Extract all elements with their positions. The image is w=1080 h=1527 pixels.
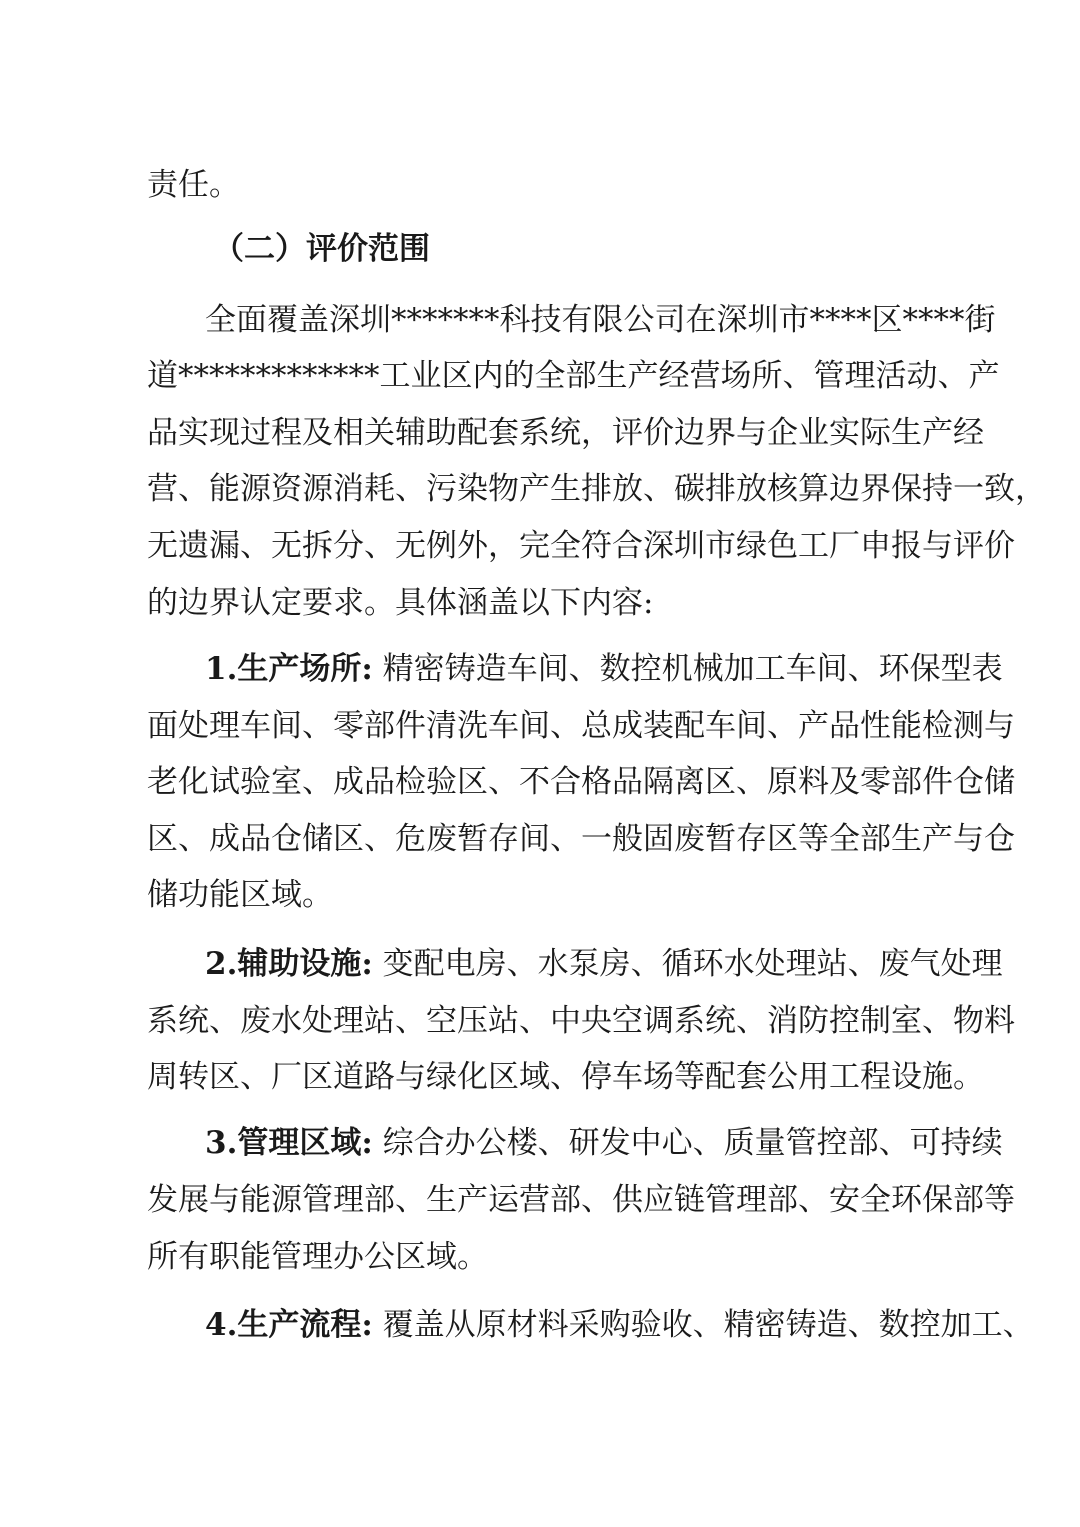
paragraph-line: 全面覆盖深圳*******科技有限公司在深圳市****区****街 [205,302,996,338]
paragraph-line: 区、成品仓储区、危废暂存间、一般固废暂存区等全部生产与仓 [147,821,1015,857]
paragraph-line: 面处理车间、零部件清洗车间、总成装配车间、产品性能检测与 [147,708,1015,744]
paragraph-line: 储功能区域。 [147,877,333,913]
paragraph-line [205,945,1003,983]
paragraph-line [205,1124,1003,1162]
item-text: 变配电房、水泵房、循环水处理站、废气处理 [372,946,1003,982]
paragraph-line [205,1306,1034,1344]
paragraph-line: 道*************工业区内的全部生产经营场所、管理活动、产 [147,358,1000,394]
paragraph-line: 无遗漏、无拆分、无例外，完全符合深圳市绿色工厂申报与评价 [147,528,1015,564]
paragraph-line: 所有职能管理办公区域。 [147,1239,488,1275]
paragraph-line: 周转区、厂区道路与绿化区域、停车场等配套公用工程设施。 [147,1059,984,1095]
item-lead: 4.生产流程: [205,1307,373,1343]
item-lead: 1.生产场所: [205,651,373,687]
paragraph-line: 老化试验室、成品检验区、不合格品隔离区、原料及零部件仓储 [147,764,1015,800]
section-heading: （二）评价范围 [213,231,430,267]
item-text: 综合办公楼、研发中心、质量管控部、可持续 [372,1125,1003,1161]
paragraph-line [205,650,1003,688]
item-lead: 3.管理区域: [205,1125,373,1161]
paragraph-line: 营、能源资源消耗、污染物产生排放、碳排放核算边界保持一致， [147,471,1046,507]
paragraph-line: 品实现过程及相关辅助配套系统，评价边界与企业实际生产经 [147,415,984,451]
item-lead: 2.辅助设施: [205,946,373,982]
item-text: 精密铸造车间、数控机械加工车间、环保型表 [372,651,1003,687]
item-text: 覆盖从原材料采购验收、精密铸造、数控加工、 [372,1307,1034,1343]
carryover-text: 责任。 [147,167,240,203]
paragraph-line: 发展与能源管理部、生产运营部、供应链管理部、安全环保部等 [147,1182,1015,1218]
paragraph-line: 系统、废水处理站、空压站、中央空调系统、消防控制室、物料 [147,1003,1015,1039]
paragraph-line: 的边界认定要求。具体涵盖以下内容: [147,585,654,621]
